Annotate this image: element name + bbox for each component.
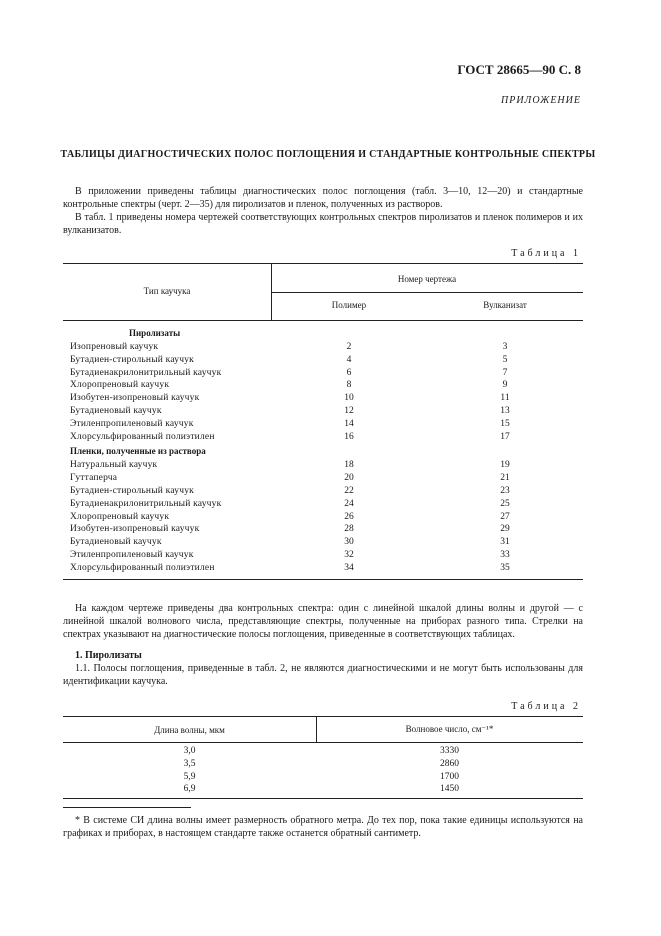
rubber-type-cell: Хлорсульфированный полиэтилен (70, 562, 215, 573)
vulcanizate-drawing-cell: 17 (500, 431, 510, 442)
table-row (63, 459, 583, 472)
rubber-type-cell: Изобутен-изопреновый каучук (70, 524, 200, 535)
rubber-type-cell: Хлоропреновый каучук (70, 511, 170, 522)
footnote: * В системе СИ длина волны имеет размерность обратного метра. До тех пор, пока такие единицы используются на графиках и приборах, в настоящем стандарте также останется обратный сантиметр. (63, 815, 583, 839)
table-row (63, 536, 583, 549)
vulcanizate-drawing-cell: 19 (500, 460, 510, 471)
paragraph-1-1: 1.1. Полосы поглощения, приведенные в табл. 2, не являются диагностическими и не могут быть использованы для идентификации каучука. (63, 663, 583, 687)
intro-paragraph-1: В приложении приведены таблицы диагностических полос поглощения (табл. 3—10, 12—20) и стандартные контрольные спектры (черт. 2—35) для пиролизатов и пленок, полученных из растворов. (63, 186, 583, 210)
wavelength-cell: 3,5 (183, 758, 196, 769)
vulcanizate-drawing-cell: 27 (500, 511, 510, 522)
rubber-type-cell: Изопреновый каучук (70, 342, 159, 352)
polymer-drawing-cell: 18 (344, 460, 354, 471)
wavenumber-cell: 1450 (440, 784, 459, 795)
document-id-header: ГОСТ 28665—90 С. 8 (457, 62, 581, 77)
table-row (63, 472, 583, 485)
polymer-drawing-cell: 34 (344, 562, 354, 573)
table-row (63, 783, 583, 796)
polymer-drawing-cell: 2 (346, 342, 352, 352)
vulcanizate-drawing-cell: 25 (500, 498, 510, 509)
polymer-drawing-cell: 4 (346, 354, 352, 365)
vulcanizate-drawing-cell: 21 (500, 473, 510, 484)
polymer-drawing-cell: 28 (344, 524, 354, 535)
table-row (63, 485, 583, 498)
rubber-type-cell: Хлоропреновый каучук (70, 380, 170, 391)
col-header-vulcanizate: Вулканизат (483, 300, 527, 310)
vulcanizate-drawing-cell: 5 (502, 354, 508, 365)
rubber-type-cell: Натуральный каучук (70, 460, 158, 471)
table-row (63, 405, 583, 418)
table-row (63, 771, 583, 784)
table1-header (63, 263, 583, 321)
vulcanizate-drawing-cell: 33 (500, 549, 510, 560)
rubber-type-cell: Бутадиенакрилонитрильный каучук (70, 498, 222, 509)
table-row (63, 498, 583, 511)
rubber-type-cell: Этиленпропиленовый каучук (70, 549, 194, 560)
middle-paragraph: На каждом чертеже приведены два контрольных спектра: один с линейной шкалой длины волны и другой — с линейной шкалой волнового числа, представляющие спектры, полученные на приборах разного типа. Стрелки на спектрах указывают на диагностические полосы поглощения, приведенные в соответствующих таблицах. (63, 603, 583, 640)
vulcanizate-drawing-cell: 13 (500, 405, 510, 416)
vulcanizate-drawing-cell: 31 (500, 537, 510, 548)
section-heading-pyrolyzates: 1. Пиролизаты (75, 650, 142, 661)
wavenumber-cell: 3330 (440, 746, 459, 756)
rubber-type-cell: Гуттаперча (70, 473, 118, 484)
rubber-type-cell: Бутадиен-стирольный каучук (70, 354, 194, 365)
table-row (63, 341, 583, 354)
vulcanizate-drawing-cell: 7 (502, 367, 508, 378)
rubber-type-cell: Бутадиеновый каучук (70, 405, 162, 416)
table-row (63, 367, 583, 380)
polymer-drawing-cell: 22 (344, 485, 354, 496)
table2-body (63, 743, 583, 799)
polymer-drawing-cell: 12 (344, 405, 354, 416)
polymer-drawing-cell: 10 (344, 393, 354, 404)
section-films: Пленки, полученные из раствора (70, 446, 206, 457)
polymer-drawing-cell: 8 (346, 380, 352, 391)
polymer-drawing-cell: 6 (346, 367, 352, 378)
vulcanizate-drawing-cell: 29 (500, 524, 510, 535)
table2-header (63, 716, 583, 743)
vulcanizate-drawing-cell: 11 (500, 393, 510, 404)
col-header-polymer: Полимер (331, 300, 367, 310)
table-row (63, 418, 583, 431)
rubber-type-cell: Хлорсульфированный полиэтилен (70, 431, 215, 442)
appendix-label: ПРИЛОЖЕНИЕ (501, 95, 581, 106)
table2-caption: Таблица 2 (511, 701, 581, 712)
table-row (63, 758, 583, 771)
rubber-type-cell: Бутадиен-стирольный каучук (70, 485, 194, 496)
polymer-drawing-cell: 26 (344, 511, 354, 522)
polymer-drawing-cell: 32 (344, 549, 354, 560)
table-row (63, 379, 583, 392)
rubber-type-cell: Бутадиенакрилонитрильный каучук (70, 367, 222, 378)
vulcanizate-drawing-cell: 15 (500, 418, 510, 429)
rubber-type-cell: Этиленпропиленовый каучук (70, 418, 194, 429)
table-row (63, 392, 583, 405)
col-header-drawing-number: Номер чертежа (397, 274, 457, 284)
table-1 (63, 263, 583, 580)
section-pyrolyzates: Пиролизаты (129, 328, 181, 338)
table1-caption: Таблица 1 (511, 248, 581, 259)
vulcanizate-drawing-cell: 35 (500, 562, 510, 573)
table-row (63, 562, 583, 575)
col-header-rubber-type: Тип каучука (143, 286, 191, 296)
polymer-drawing-cell: 30 (344, 537, 354, 548)
polymer-drawing-cell: 14 (344, 418, 354, 429)
col-header-wavelength: Длина волны, мкм (154, 725, 225, 735)
table-row (63, 511, 583, 524)
rubber-type-cell: Бутадиеновый каучук (70, 537, 162, 548)
table-row (63, 523, 583, 536)
table-row (63, 431, 583, 444)
table-row (63, 354, 583, 367)
polymer-drawing-cell: 16 (344, 431, 354, 442)
wavelength-cell: 5,9 (183, 771, 196, 782)
intro-paragraph-2: В табл. 1 приведены номера чертежей соответствующих контрольных спектров пиролизатов и пленок полимеров и их вулканизатов. (63, 212, 583, 236)
col-header-wavenumber: Волновое число, см⁻¹* (405, 724, 494, 734)
footnote-divider (63, 807, 191, 808)
rubber-type-cell: Изобутен-изопреновый каучук (70, 393, 200, 404)
polymer-drawing-cell: 24 (344, 498, 354, 509)
table-row (63, 745, 583, 758)
table1-body (63, 321, 583, 580)
wavenumber-cell: 2860 (440, 758, 459, 769)
polymer-drawing-cell: 20 (344, 473, 354, 484)
table-2 (63, 716, 583, 799)
wavelength-cell: 3,0 (183, 746, 196, 756)
wavenumber-cell: 1700 (440, 771, 459, 782)
table-row (63, 549, 583, 562)
wavelength-cell: 6,9 (183, 784, 196, 795)
vulcanizate-drawing-cell: 9 (502, 380, 508, 391)
page-title: ТАБЛИЦЫ ДИАГНОСТИЧЕСКИХ ПОЛОС ПОГЛОЩЕНИЯ И СТАНДАРТНЫЕ КОНТРОЛЬНЫЕ СПЕКТРЫ (60, 149, 596, 160)
vulcanizate-drawing-cell: 23 (500, 485, 510, 496)
vulcanizate-drawing-cell: 3 (502, 342, 508, 352)
